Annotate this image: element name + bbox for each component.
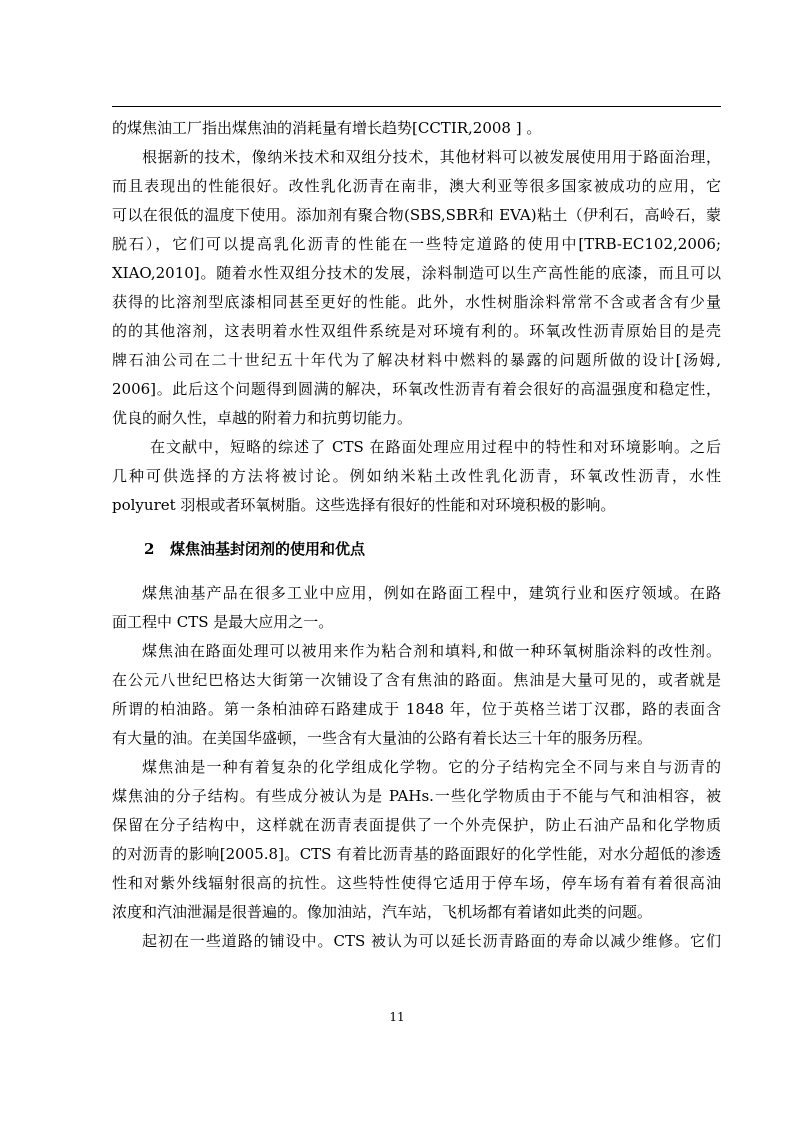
text-line: 脱石），它们可以提高乳化沥青的性能在一些特定道路的使用中[TRB-EC102,2006; — [112, 235, 721, 253]
section-title: 煤焦油基封闭剂的使用和优点 — [170, 540, 366, 558]
paragraph — [112, 114, 721, 143]
text-line: 煤焦油是一种有着复杂的化学组成化学物。它的分子结构完全不同与来自与沥青的 — [142, 758, 721, 776]
text-line: 获得的比溶剂型底漆相同甚至更好的性能。此外，水性树脂涂料常常不含或者含有少量 — [112, 293, 721, 311]
text-line: 牌石油公司在二十世纪五十年代为了解决材料中燃料的暴露的问题所做的设计[汤姆, — [112, 351, 721, 369]
page-number: 11 — [389, 1010, 405, 1024]
text-line: 在公元八世纪巴格达大街第一次铺设了含有焦油的路面。焦油是大量可见的，或者就是 — [112, 671, 721, 689]
paragraph — [112, 927, 721, 956]
section-heading — [112, 535, 721, 564]
text-line: 起初在一些道路的铺设中。CTS 被认为可以延长沥青路面的寿命以减少维修。它们 — [142, 932, 721, 950]
text-line: polyuret 羽根或者环氧树脂。这些选择有很好的性能和对环境积极的影响。 — [112, 496, 616, 514]
text-line: 在文献中，短略的综述了 CTS 在路面处理应用过程中的特性和对环境影响。之后 — [150, 438, 721, 456]
text-line: 有大量的油。在美国华盛顿，一些含有大量油的公路有着长达三十年的服务历程。 — [112, 729, 653, 747]
text-line: 可以在很低的温度下使用。添加剂有聚合物(SBS,SBR和 EVA)粘土（伊利石，高岭石，蒙 — [112, 206, 721, 224]
text-line: 的的其他溶剂，这表明着水性双组件系统是对环境有利的。环氧改性沥青原始目的是壳 — [112, 322, 721, 340]
text-line: 而且表现出的性能很好。改性乳化沥青在南非，澳大利亚等很多国家被成功的应用，它 — [112, 177, 721, 195]
paragraph — [112, 753, 721, 927]
paragraph — [112, 579, 721, 637]
text-line: 性和对紫外线辐射很高的抗性。这些特性使得它适用于停车场，停车场有着有着很高油 — [112, 874, 721, 892]
text-line: 的煤焦油工厂指出煤焦油的消耗量有增长趋势[CCTIR,2008 ] 。 — [112, 119, 542, 137]
header-rule — [112, 106, 721, 107]
paragraph — [112, 143, 721, 433]
text-line: 面工程中 CTS 是最大应用之一。 — [112, 613, 334, 631]
paragraph — [112, 637, 721, 753]
text-line: 几种可供选择的方法将被讨论。例如纳米粘土改性乳化沥青，环氧改性沥青，水性 — [112, 467, 721, 485]
paragraph — [112, 433, 721, 520]
text-line: XIAO,2010]。随着水性双组分技术的发展，涂料制造可以生产高性能的底漆，而且可以 — [112, 264, 721, 282]
text-line: 保留在分子结构中，这样就在沥青表面提供了一个外壳保护，防止石油产品和化学物质 — [112, 816, 721, 834]
text-line: 煤焦油在路面处理可以被用来作为粘合剂和填料,和做一种环氧树脂涂料的改性剂。 — [142, 642, 721, 660]
page-body — [112, 114, 721, 956]
text-line: 优良的耐久性，卓越的附着力和抗剪切能力。 — [112, 409, 413, 427]
text-line: 所谓的柏油路。第一条柏油碎石路建成于 1848 年，位于英格兰诺丁汉郡，路的表面含 — [112, 700, 721, 718]
text-line: 煤焦油基产品在很多工业中应用，例如在路面工程中，建筑行业和医疗领域。在路 — [142, 584, 721, 602]
text-line: 2006]。此后这个问题得到圆满的解决，环氧改性沥青有着会很好的高温强度和稳定性， — [112, 380, 721, 398]
text-line: 根据新的技术，像纳米技术和双组分技术，其他材料可以被发展使用用于路面治理， — [142, 148, 721, 166]
text-line: 浓度和汽油泄漏是很普遍的。像加油站，汽车站，飞机场都有着诸如此类的问题。 — [112, 903, 653, 921]
text-line: 的对沥青的影响[2005.8]。CTS 有着比沥青基的路面跟好的化学性能，对水分超低的渗透 — [112, 845, 721, 863]
text-line: 煤焦油的分子结构。有些成分被认为是 PAHs.一些化学物质由于不能与气和油相容，被 — [112, 787, 721, 805]
section-number: 2 — [144, 540, 155, 558]
